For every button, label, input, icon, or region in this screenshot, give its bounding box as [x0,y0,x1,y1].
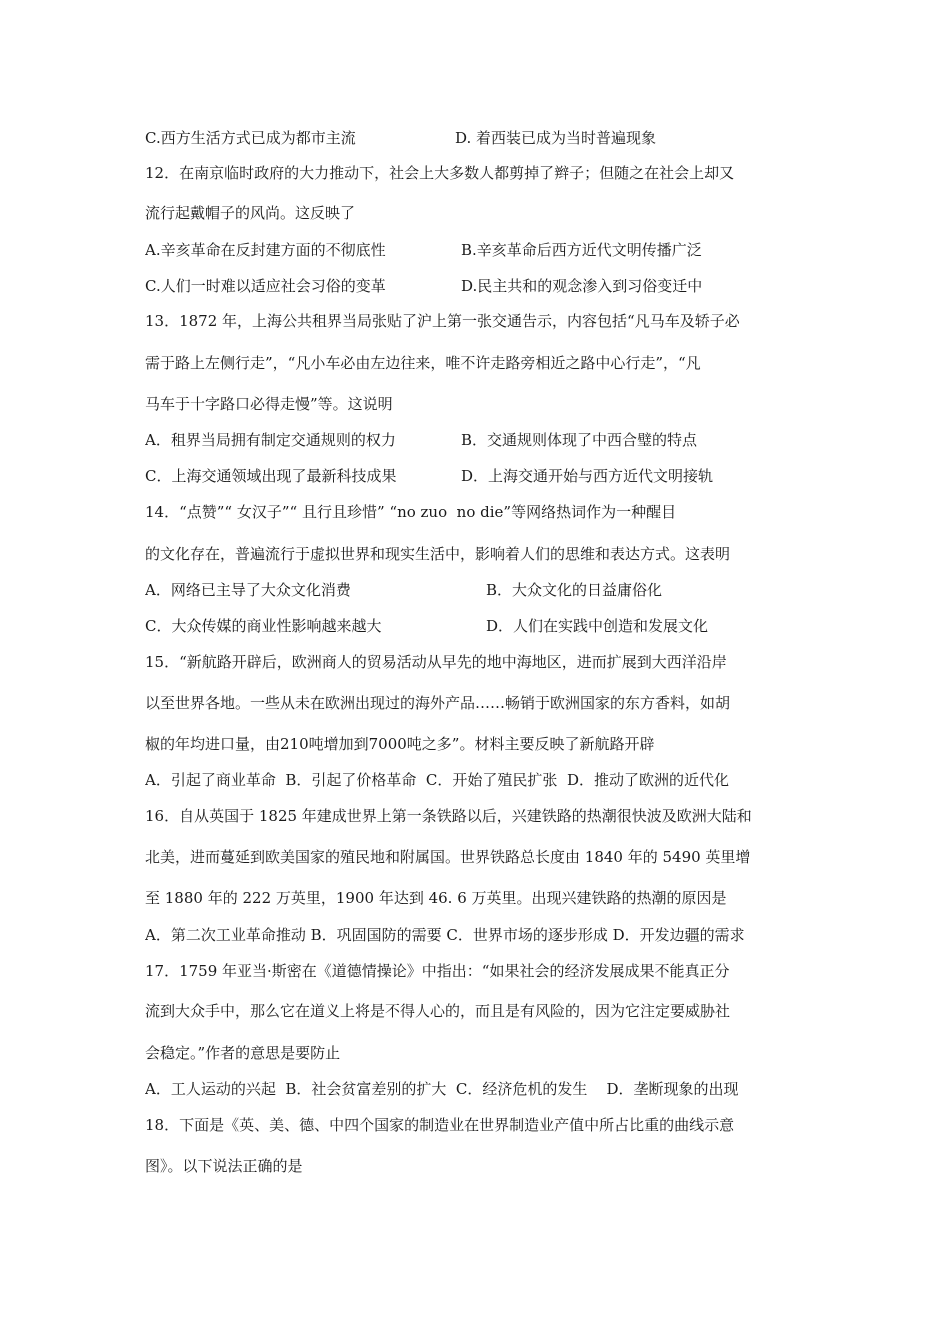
q11-option-c: C.西方生活方式已成为都市主流 [145,129,356,147]
q13-option-c: C．上海交通领域出现了最新科技成果 [145,467,397,485]
q14-option-b: B．大众文化的日益庸俗化 [486,581,663,599]
q12-stem-line-2: 流行起戴帽子的风尚。这反映了 [145,204,356,222]
q18-stem-line-1: 18．下面是《英、美、德、中四个国家的制造业在世界制造业产值中所占比重的曲线示意 [145,1116,735,1134]
q16-stem-line-1: 16．自从英国于 1825 年建成世界上第一条铁路以后，兴建铁路的热潮很快波及欧洲大陆和 [145,807,752,825]
q17-options: A．工人运动的兴起 B．社会贫富差别的扩大 C．经济危机的发生 D．垄断现象的出现 [145,1080,739,1098]
q13-stem-line-1: 13．1872 年，上海公共租界当局张贴了沪上第一张交通告示，内容包括“凡马车及轿子必 [145,312,740,330]
q15-stem-line-1: 15．“新航路开辟后，欧洲商人的贸易活动从早先的地中海地区，进而扩展到大西洋沿岸 [145,653,727,671]
q12-option-d: D.民主共和的观念渗入到习俗变迁中 [461,277,703,295]
q13-option-a: A．租界当局拥有制定交通规则的权力 [145,431,396,449]
q16-stem-line-3: 至 1880 年的 222 万英里，1900 年达到 46. 6 万英里。出现兴建铁路的热潮的原因是 [145,889,727,907]
q16-stem-line-2: 北美，进而蔓延到欧美国家的殖民地和附属国。世界铁路总长度由 1840 年的 5490 英里增 [145,848,751,866]
q14-option-d: D．人们在实践中创造和发展文化 [486,617,709,635]
q14-option-c: C．大众传媒的商业性影响越来越大 [145,617,382,635]
q14-stem-line-1: 14．“点赞”“ 女汉子”“ 且行且珍惜” “no zuo no die”等网络热词作为一种醒目 [145,503,677,521]
q15-options: A．引起了商业革命 B．引起了价格革命 C．开始了殖民扩张 D．推动了欧洲的近代化 [145,771,729,789]
q12-option-a: A.辛亥革命在反封建方面的不彻底性 [145,241,386,259]
q17-stem-line-3: 会稳定。”作者的意思是要防止 [145,1044,341,1062]
q15-stem-line-3: 椒的年均进口量，由210吨增加到7000吨之多”。材料主要反映了新航路开辟 [145,735,655,753]
q14-option-a: A．网络已主导了大众文化消费 [145,581,351,599]
q18-stem-line-2: 图》。以下说法正确的是 [145,1157,303,1175]
q14-stem-line-2: 的文化存在，普遍流行于虚拟世界和现实生活中，影响着人们的思维和表达方式。这表明 [145,545,731,563]
q12-stem-line-1: 12．在南京临时政府的大力推动下，社会上大多数人都剪掉了辫子；但随之在社会上却又 [145,164,735,182]
q13-option-d: D．上海交通开始与西方近代文明接轨 [461,467,714,485]
q11-option-d: D. 着西装已成为当时普遍现象 [455,129,657,147]
q17-stem-line-2: 流到大众手中，那么它在道义上将是不得人心的，而且是有风险的，因为它注定要威胁社 [145,1002,731,1020]
q16-options: A．第二次工业革命推动 B．巩固国防的需要 C．世界市场的逐步形成 D．开发边疆的需求 [145,926,745,944]
q13-stem-line-2: 需于路上左侧行走”，“凡小车必由左边往来，唯不许走路旁相近之路中心行走”，“凡 [145,354,701,372]
q12-option-c: C.人们一时难以适应社会习俗的变革 [145,277,386,295]
q13-stem-line-3: 马车于十字路口必得走慢”等。这说明 [145,395,393,413]
q12-option-b: B.辛亥革命后西方近代文明传播广泛 [461,241,702,259]
q15-stem-line-2: 以至世界各地。一些从未在欧洲出现过的海外产品……畅销于欧洲国家的东方香料，如胡 [145,694,731,712]
q13-option-b: B．交通规则体现了中西合璧的特点 [461,431,698,449]
q17-stem-line-1: 17．1759 年亚当·斯密在《道德情操论》中指出：“如果社会的经济发展成果不能真正分 [145,962,730,980]
